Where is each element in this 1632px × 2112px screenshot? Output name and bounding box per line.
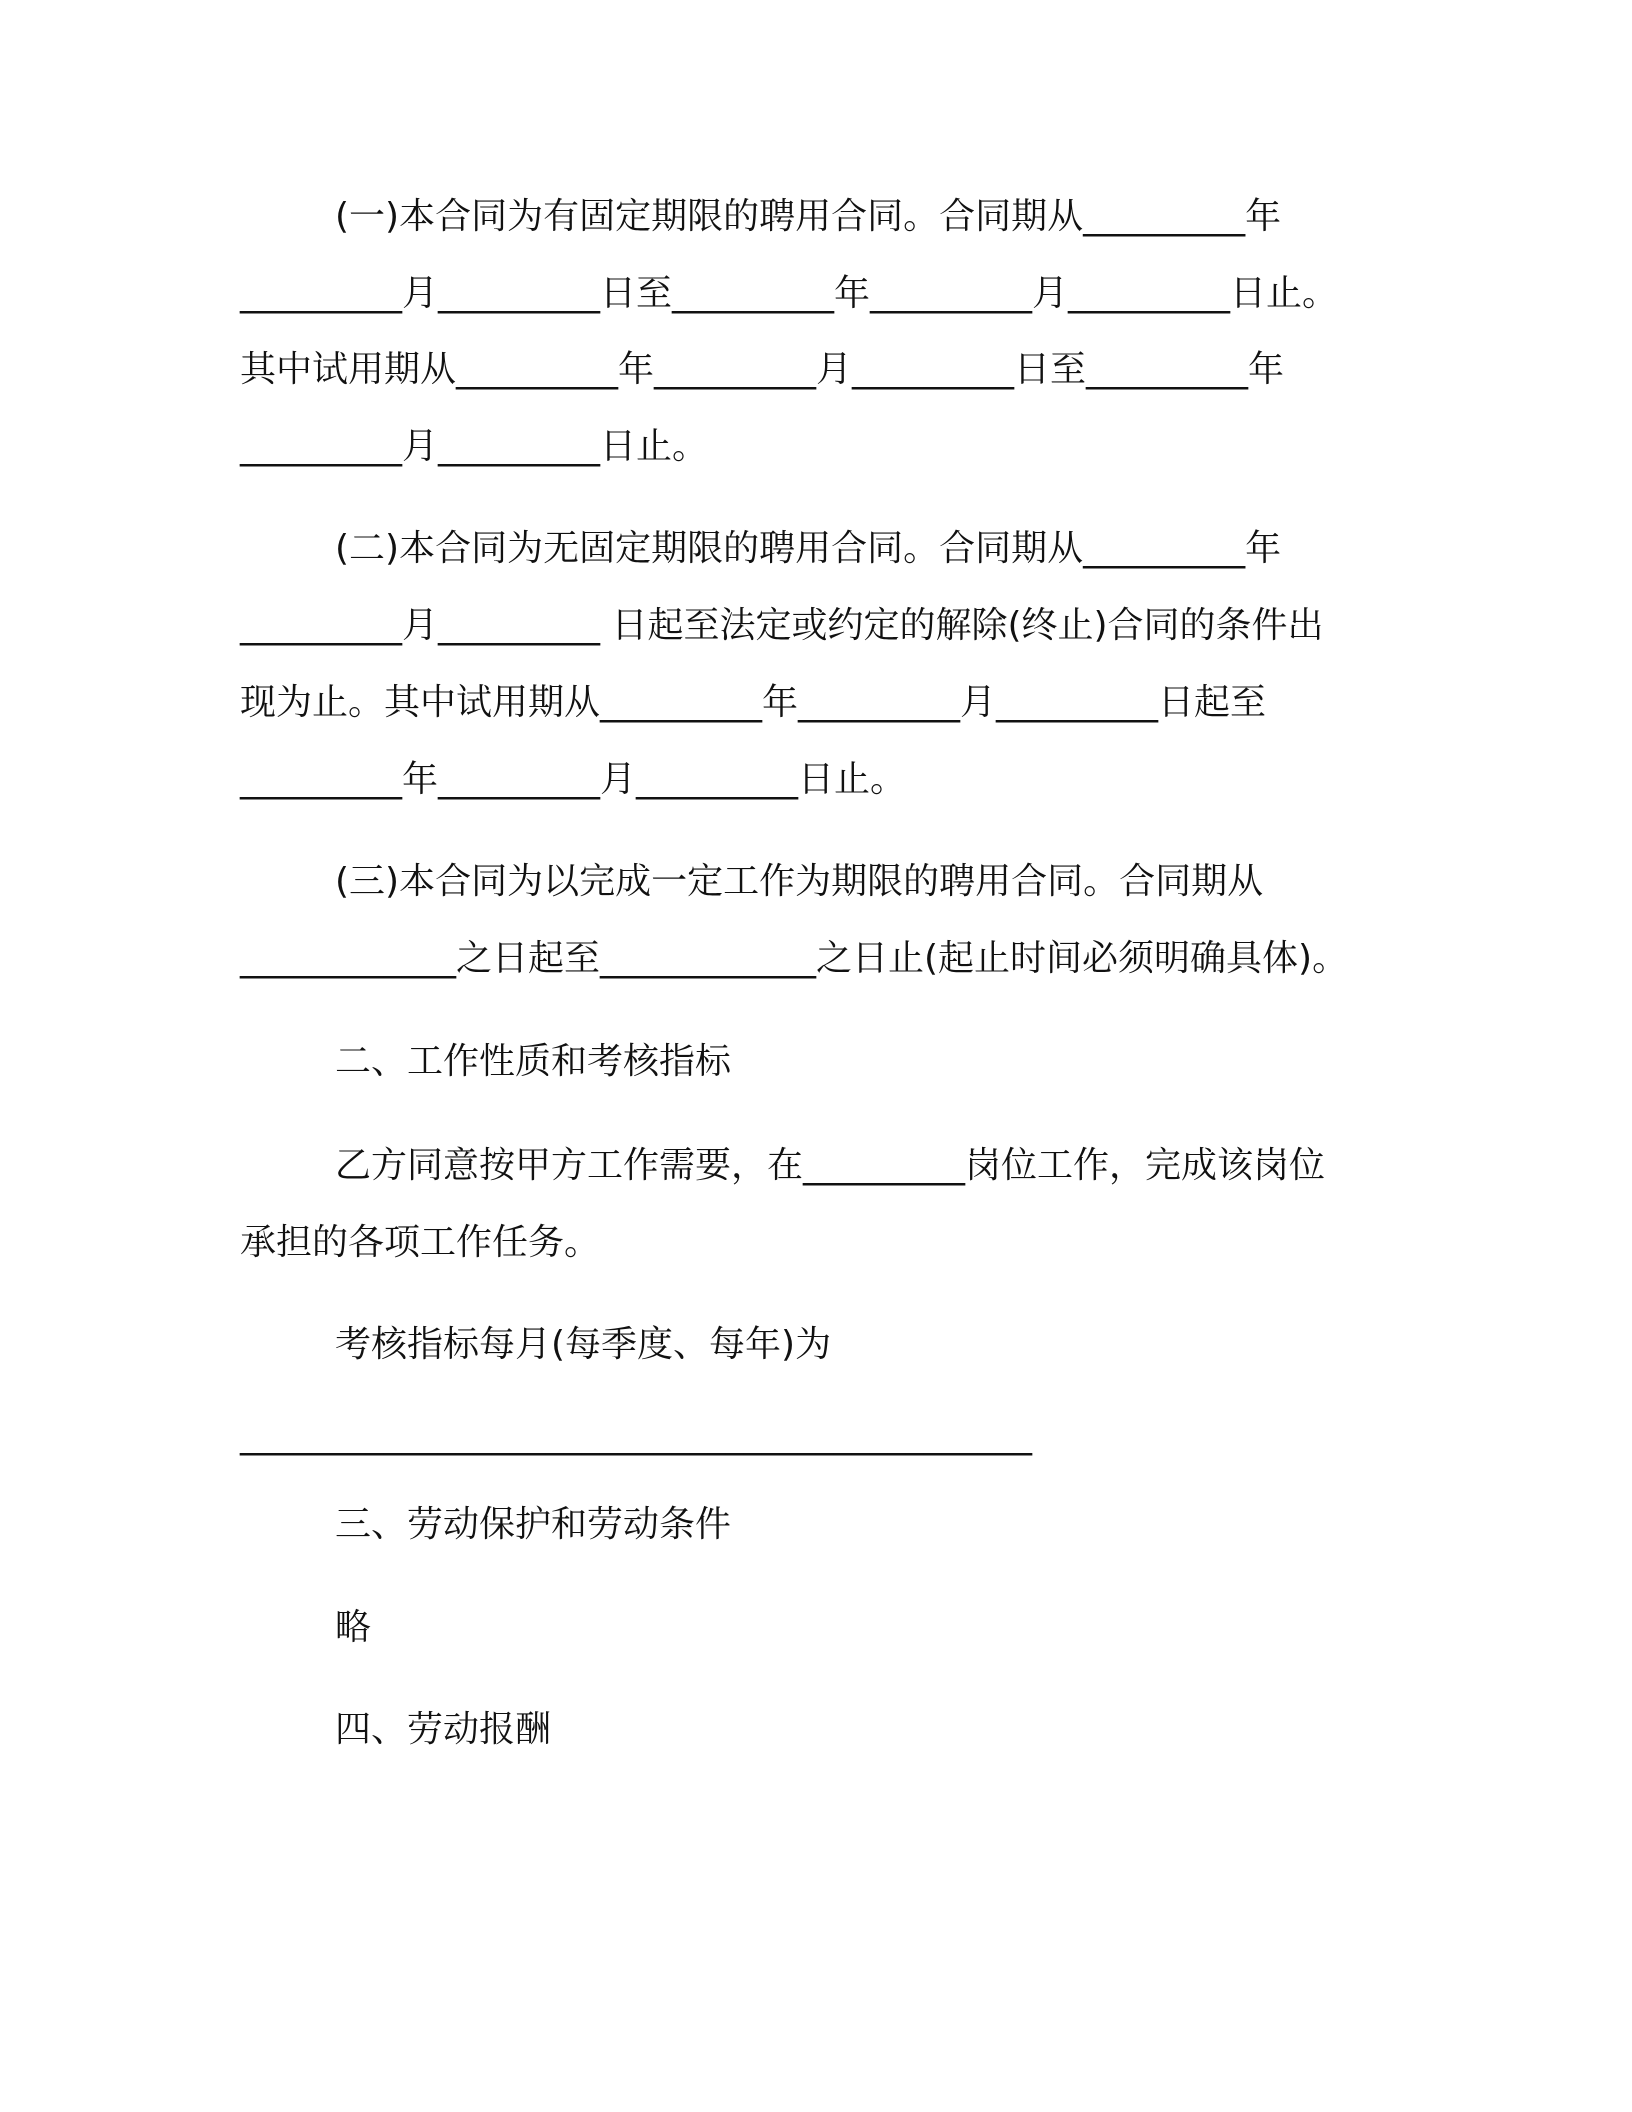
section-3-heading: 三、劳动保护和劳动条件 <box>335 1504 732 1545</box>
work-duty-line-2: 承担的各项工作任务。 <box>240 1222 601 1263</box>
clause-2-line-2: _________月_________ 日起至法定或约定的解除(终止)合同的条件出 <box>240 605 1324 646</box>
clause-2-line-4: _________年_________月_________日止。 <box>240 759 907 800</box>
clause-1-line-4: _________月_________日止。 <box>240 426 709 467</box>
clause-1-line-1: (一)本合同为有固定期限的聘用合同。合同期从_________年 <box>335 196 1282 237</box>
clause-1-line-2: _________月_________日至_________年_________月_________日止。 <box>240 273 1338 314</box>
clause-2-line-3: 现为止。其中试用期从_________年_________月_________日起至 <box>240 682 1267 723</box>
assessment-line: 考核指标每月(每季度、每年)为 <box>335 1324 832 1365</box>
clause-1-line-3: 其中试用期从_________年_________月_________日至_________年 <box>240 349 1285 390</box>
section-4-heading: 四、劳动报酬 <box>335 1709 552 1750</box>
assessment-blank: ____________________________________________ <box>240 1415 1032 1456</box>
section-3-content: 略 <box>335 1607 372 1648</box>
section-2-heading: 二、工作性质和考核指标 <box>335 1041 732 1082</box>
clause-2-line-1: (二)本合同为无固定期限的聘用合同。合同期从_________年 <box>335 528 1282 569</box>
clause-3-line-1: (三)本合同为以完成一定工作为期限的聘用合同。合同期从 <box>335 861 1264 902</box>
work-duty-line-1: 乙方同意按甲方工作需要，在_________岗位工作，完成该岗位 <box>335 1145 1326 1186</box>
clause-3-line-2: ____________之日起至____________之日止(起止时间必须明确具体)。 <box>240 938 1349 979</box>
